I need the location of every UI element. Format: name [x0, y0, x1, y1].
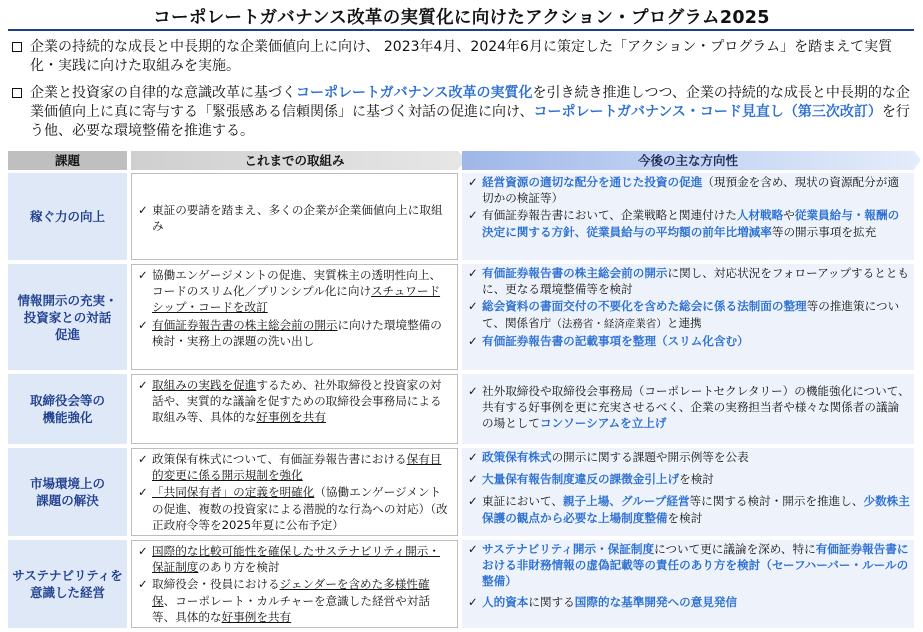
intro-bullet-text: 企業の持続的な成長と中長期的な企業価値向上に向け、 2023年4月、2024年6月に策定した「アクション・プログラム」を踏まえて実質化・実践に向けた取組みを実施。	[30, 39, 893, 74]
check-icon: ✓	[138, 317, 148, 332]
check-icon: ✓	[138, 268, 148, 282]
intro-bullet-1	[10, 38, 915, 76]
check-icon: ✓	[468, 175, 478, 189]
future-cell: ✓ サステナビリティ開示・保証制度について更に議論を深め、特に有価証券報告書における非財務情報の虚偽記載等の責任のあり方を検討（セーフハーバー・ルールの整備） ✓ 人的資本に関する国際的な基準開発への意見発信	[462, 540, 914, 628]
square-bullet-icon	[12, 88, 22, 98]
table-row	[8, 374, 914, 444]
table-row	[8, 264, 914, 370]
past-cell: ✓ 取組みの実践を促進するため、社外取締役と投資家の対話や、実質的な議論を促すための取締役会事務局による取組み等、具体的な好事例を共有	[131, 374, 458, 444]
check-icon: ✓	[468, 594, 478, 609]
past-cell: ✓ 政策保有株式について、有価証券報告書における保有目的変更に係る開示規制を強化 ✓ 「共同保有者」の定義を明確化（協働エンゲージメントの促進、複数の投資家による潜脱的な行為への対応）（改正政府令等を2025年夏に公布予定）	[131, 448, 458, 536]
issue-label: サステナビリティを 意識した経営	[8, 540, 127, 628]
future-cell: ✓ 社外取締役や取締役会事務局（コーポレートセクレタリー）の機能強化について、共有する好事例を更に充実させるべく、企業の実務担当者や様々な関係者の議論の場としてコンソーシアムを立上げ	[462, 374, 914, 444]
header-past-efforts: これまでの取組み	[131, 151, 458, 170]
check-icon: ✓	[468, 384, 478, 398]
header-future-direction: 今後の主な方向性	[462, 151, 914, 170]
issue-label: 情報開示の充実・ 投資家との対話 促進	[8, 264, 127, 370]
intro-bullet-text: 企業と投資家の自律的な意識改革に基づくコーポレートガバナンス改革の実質化を引き続き推進しつつ、企業の持続的な成長と中長期的な企業価値向上に真に寄与する「緊張感ある信頼関係」に基づく対話の促進に向け、コーポレートガバナンス・コード見直し（第三次改訂）を行う他、必要な環境整備を推進する。	[30, 85, 910, 139]
past-cell: ✓ 国際的な比較可能性を確保したサステナビリティ開示・保証制度のあり方を検討 ✓ 取締役会・役員におけるジェンダーを含めた多様性確保、コーポレート・カルチャーを意識した経営や対話等、具体的な好事例を共有	[131, 540, 458, 628]
issue-label: 稼ぐ力の向上	[8, 173, 127, 260]
square-bullet-icon	[12, 42, 22, 52]
header-arrow-icon	[914, 151, 921, 169]
check-icon: ✓	[138, 544, 148, 558]
table-row	[8, 173, 914, 260]
table-row	[8, 448, 914, 536]
future-cell: ✓ 有価証券報告書の株主総会前の開示に関し、対応状況をフォローアップするとともに、更なる環境整備等を検討 ✓ 総会資料の書面交付の不要化を含めた総会に係る法制面の整理等の推進策について、関係省庁（法務省・経済産業省）と連携 ✓ 有価証券報告書の記載事項を整理（スリム化含む）	[462, 264, 914, 370]
issue-label: 取締役会等の 機能強化	[8, 374, 127, 444]
future-cell: ✓ 経営資源の適切な配分を通じた投資の促進（現預金を含め、現状の資源配分が適切かの検証等） ✓ 有価証券報告書において、企業戦略と関連付けた人材戦略や従業員給与・報酬の決定に関する方針、従業員給与の平均額の前年比増減率等の開示事項を拡充	[462, 173, 914, 260]
check-icon: ✓	[468, 266, 478, 280]
check-icon: ✓	[468, 542, 478, 556]
page-title: コーポレートガバナンス改革の実質化に向けたアクション・プログラム2025	[153, 8, 770, 28]
check-icon: ✓	[138, 203, 148, 217]
title-underline	[8, 29, 914, 31]
issue-label: 市場環境上の 課題の解決	[8, 448, 127, 536]
table-row	[8, 540, 914, 628]
header-issue: 課題	[8, 151, 127, 170]
check-icon: ✓	[468, 494, 478, 509]
future-cell: ✓ 政策保有株式の開示に関する課題や開示例等を公表 ✓ 大量保有報告制度違反の課徴金引上げを検討 ✓ 東証において、親子上場、グループ経営等に関する検討・開示を推進し、少数株主保護の観点から必要な上場制度整備を検討	[462, 448, 914, 536]
check-icon: ✓	[138, 485, 148, 500]
check-icon: ✓	[468, 450, 478, 464]
check-icon: ✓	[468, 208, 478, 223]
check-icon: ✓	[138, 378, 148, 392]
intro-bullet-2	[10, 84, 915, 141]
check-icon: ✓	[468, 333, 478, 348]
past-cell: ✓ 東証の要請を踏まえ、多くの企業が企業価値向上に取組み	[131, 173, 458, 260]
check-icon: ✓	[138, 577, 148, 592]
check-icon: ✓	[468, 472, 478, 487]
past-cell: ✓ 協働エンゲージメントの促進、実質株主の透明性向上、コードのスリム化／プリンシプル化に向けスチュワードシップ・コードを改訂 ✓ 有価証券報告書の株主総会前の開示に向けた環境整備の検討・実務上の課題の洗い出し	[131, 264, 458, 370]
check-icon: ✓	[468, 299, 478, 314]
check-icon: ✓	[138, 452, 148, 466]
